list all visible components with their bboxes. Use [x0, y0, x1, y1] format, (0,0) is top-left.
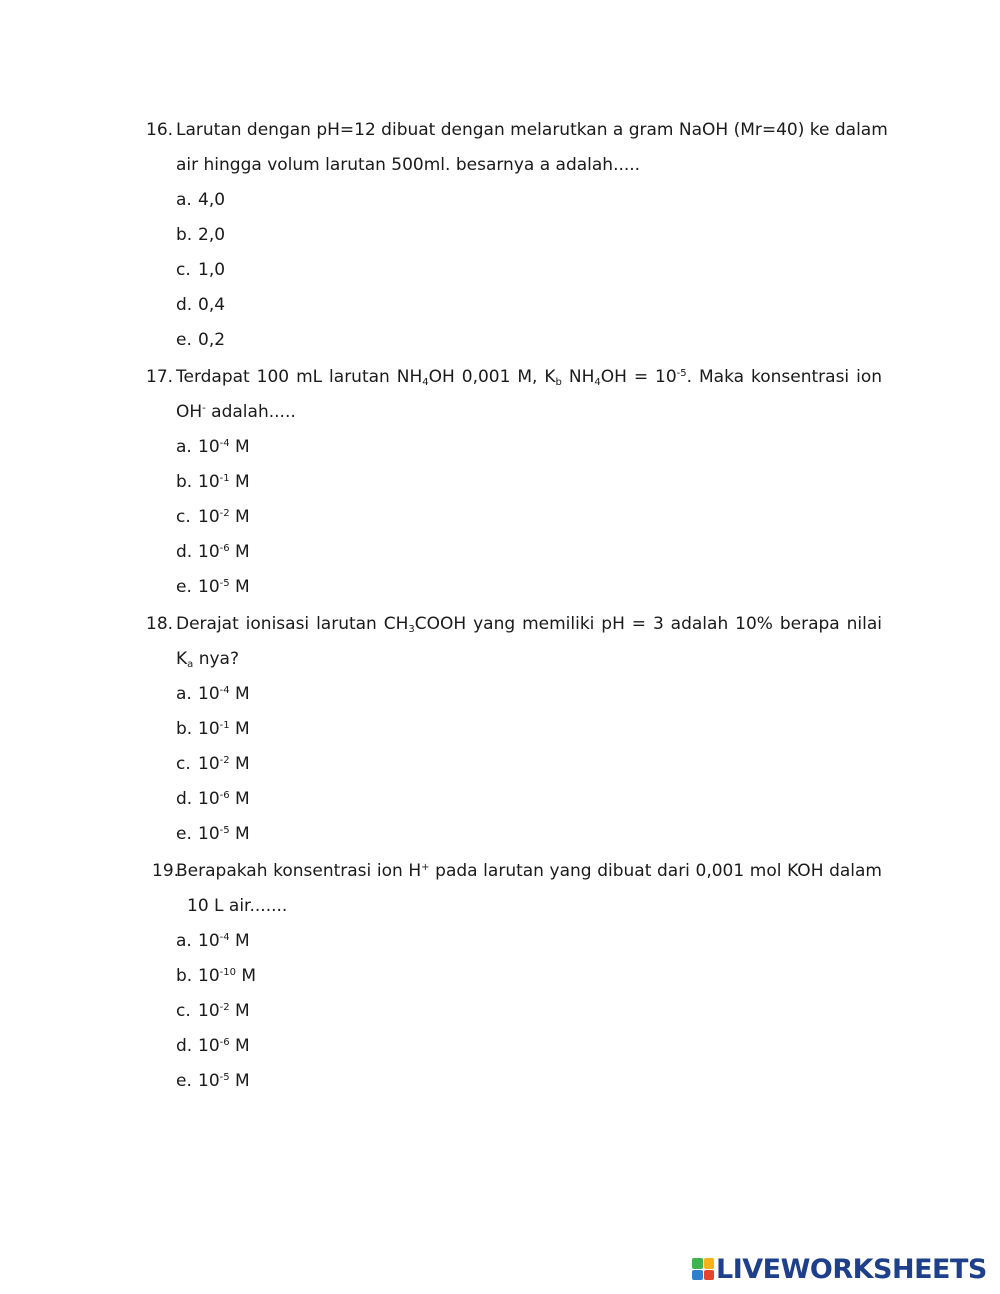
option-base: 10 [198, 1001, 220, 1021]
option-unit: M [229, 472, 250, 492]
option-unit: M [229, 789, 250, 809]
text-segment: adalah..... [205, 402, 296, 422]
option-letter: b. [176, 472, 193, 492]
option-letter: a. [176, 684, 192, 704]
option-unit: M [229, 931, 250, 951]
option-base: 10 [198, 789, 220, 809]
option-18-e[interactable] [146, 817, 882, 852]
option-letter: c. [176, 754, 191, 774]
question-16 [146, 113, 888, 358]
text-segment: Terdapat 100 mL larutan NH [176, 367, 423, 387]
option-base: 10 [198, 507, 220, 527]
option-letter: d. [176, 295, 193, 315]
text-segment: OH 0,001 M, K [428, 367, 556, 387]
option-unit: M [229, 684, 250, 704]
superscript: - [202, 403, 206, 414]
option-unit: M [229, 824, 250, 844]
option-base: 10 [198, 931, 220, 951]
option-exponent: -6 [219, 790, 230, 801]
option-letter: e. [176, 1071, 192, 1091]
option-base: 10 [198, 684, 220, 704]
option-base: 10 [198, 719, 220, 739]
option-letter: a. [176, 931, 192, 951]
question-number: 18. [146, 614, 174, 634]
option-unit: M [229, 754, 250, 774]
option-18-b[interactable] [146, 712, 882, 747]
subscript: a [187, 659, 194, 670]
option-letter: d. [176, 542, 193, 562]
option-18-c[interactable] [146, 747, 882, 782]
text-segment: COOH yang memiliki pH = 3 adalah 10% berapa nilai [414, 614, 882, 634]
option-exponent: -6 [219, 543, 230, 554]
question-19-line-1 [146, 854, 882, 889]
option-letter: a. [176, 190, 192, 210]
option-exponent: -1 [219, 473, 230, 484]
question-text [176, 854, 882, 889]
option-unit: M [229, 1001, 250, 1021]
logo-mark-icon [692, 1258, 714, 1280]
option-unit: M [229, 719, 250, 739]
option-value: 0,2 [198, 330, 226, 350]
option-unit: M [229, 507, 250, 527]
option-letter: b. [176, 225, 193, 245]
text-segment: OH [176, 402, 203, 422]
option-exponent: -6 [219, 1037, 230, 1048]
subscript: b [555, 377, 562, 388]
option-19-c[interactable] [146, 994, 882, 1029]
option-19-a[interactable] [146, 924, 882, 959]
question-text [176, 607, 882, 642]
text-segment: OH = 10 [600, 367, 677, 387]
option-17-a[interactable] [146, 430, 882, 465]
option-letter: e. [176, 330, 192, 350]
option-base: 10 [198, 966, 220, 986]
option-unit: M [229, 1071, 250, 1091]
option-17-e[interactable] [146, 570, 882, 605]
option-base: 10 [198, 1036, 220, 1056]
option-base: 10 [198, 542, 220, 562]
logo-mark-cell [692, 1258, 703, 1269]
subscript: 4 [422, 377, 429, 388]
option-base: 10 [198, 754, 220, 774]
option-exponent: -1 [219, 720, 230, 731]
question-16-line-1 [146, 113, 888, 148]
option-base: 10 [198, 824, 220, 844]
option-unit: M [229, 437, 250, 457]
question-19-line-2 [146, 889, 882, 924]
option-exponent: -2 [219, 508, 230, 519]
option-value: 2,0 [198, 225, 226, 245]
superscript: -5 [676, 368, 687, 379]
logo-mark-cell [692, 1270, 703, 1281]
option-letter: d. [176, 1036, 193, 1056]
option-19-e[interactable] [146, 1064, 882, 1099]
option-unit: M [229, 577, 250, 597]
subscript: 3 [408, 624, 415, 635]
question-number: 16. [146, 120, 174, 140]
question-text [176, 360, 882, 395]
question-text [176, 642, 882, 677]
question-18-line-1 [146, 607, 882, 642]
text-segment: K [176, 649, 188, 669]
logo-mark-cell [704, 1270, 715, 1281]
text-segment: Berapakah konsentrasi ion H [176, 861, 422, 881]
question-number: 19. [152, 861, 180, 881]
subscript: 4 [594, 377, 601, 388]
text-segment: . Maka konsentrasi ion [686, 367, 883, 387]
option-base: 10 [198, 437, 220, 457]
option-value: 1,0 [198, 260, 226, 280]
option-letter: c. [176, 260, 191, 280]
option-16-a[interactable] [146, 183, 882, 218]
option-exponent: -10 [219, 967, 236, 978]
option-exponent: -2 [219, 1002, 230, 1013]
option-17-c[interactable] [146, 500, 882, 535]
option-17-d[interactable] [146, 535, 882, 570]
question-17-line-2 [146, 395, 882, 430]
question-text: 10 L air....... [187, 896, 288, 916]
option-letter: d. [176, 789, 193, 809]
option-letter: b. [176, 966, 193, 986]
logo-text: LIVEWORKSHEETS [716, 1253, 987, 1285]
option-exponent: -4 [219, 932, 230, 943]
question-text: air hingga volum larutan 500ml. besarnya a adalah..... [176, 155, 641, 175]
option-unit: M [229, 1036, 250, 1056]
question-18-line-2 [146, 642, 882, 677]
text-segment: nya? [193, 649, 239, 669]
superscript: + [421, 862, 430, 873]
option-value: 4,0 [198, 190, 226, 210]
option-19-d[interactable] [146, 1029, 882, 1064]
option-exponent: -5 [219, 578, 230, 589]
option-exponent: -5 [219, 825, 230, 836]
option-16-d[interactable] [146, 288, 882, 323]
option-16-b[interactable] [146, 218, 882, 253]
option-letter: e. [176, 577, 192, 597]
question-text [176, 395, 882, 430]
option-letter: c. [176, 507, 191, 527]
option-unit: M [235, 966, 257, 986]
liveworksheets-logo [692, 1254, 987, 1284]
option-18-a[interactable] [146, 677, 882, 712]
question-number: 17. [146, 367, 174, 387]
text-segment: Derajat ionisasi larutan CH [176, 614, 409, 634]
option-letter: c. [176, 1001, 191, 1021]
question-19 [146, 854, 882, 1099]
text-segment: NH [561, 367, 595, 387]
question-18 [146, 607, 882, 852]
question-16-line-2 [146, 148, 882, 183]
option-exponent: -4 [219, 438, 230, 449]
option-base: 10 [198, 1071, 220, 1091]
option-base: 10 [198, 577, 220, 597]
option-letter: a. [176, 437, 192, 457]
option-16-e[interactable] [146, 323, 882, 358]
option-exponent: -4 [219, 685, 230, 696]
question-text: Larutan dengan pH=12 dibuat dengan melarutkan a gram NaOH (Mr=40) ke dalam [176, 120, 888, 140]
question-17 [146, 360, 882, 605]
logo-mark-cell [704, 1258, 715, 1269]
option-exponent: -5 [219, 1072, 230, 1083]
option-base: 10 [198, 472, 220, 492]
option-17-b[interactable] [146, 465, 882, 500]
option-19-b[interactable] [146, 959, 882, 994]
option-value: 0,4 [198, 295, 226, 315]
option-letter: e. [176, 824, 192, 844]
option-unit: M [229, 542, 250, 562]
question-17-line-1 [146, 360, 882, 395]
option-letter: b. [176, 719, 193, 739]
option-exponent: -2 [219, 755, 230, 766]
option-16-c[interactable] [146, 253, 882, 288]
option-18-d[interactable] [146, 782, 882, 817]
text-segment: pada larutan yang dibuat dari 0,001 mol KOH dalam [429, 861, 882, 881]
